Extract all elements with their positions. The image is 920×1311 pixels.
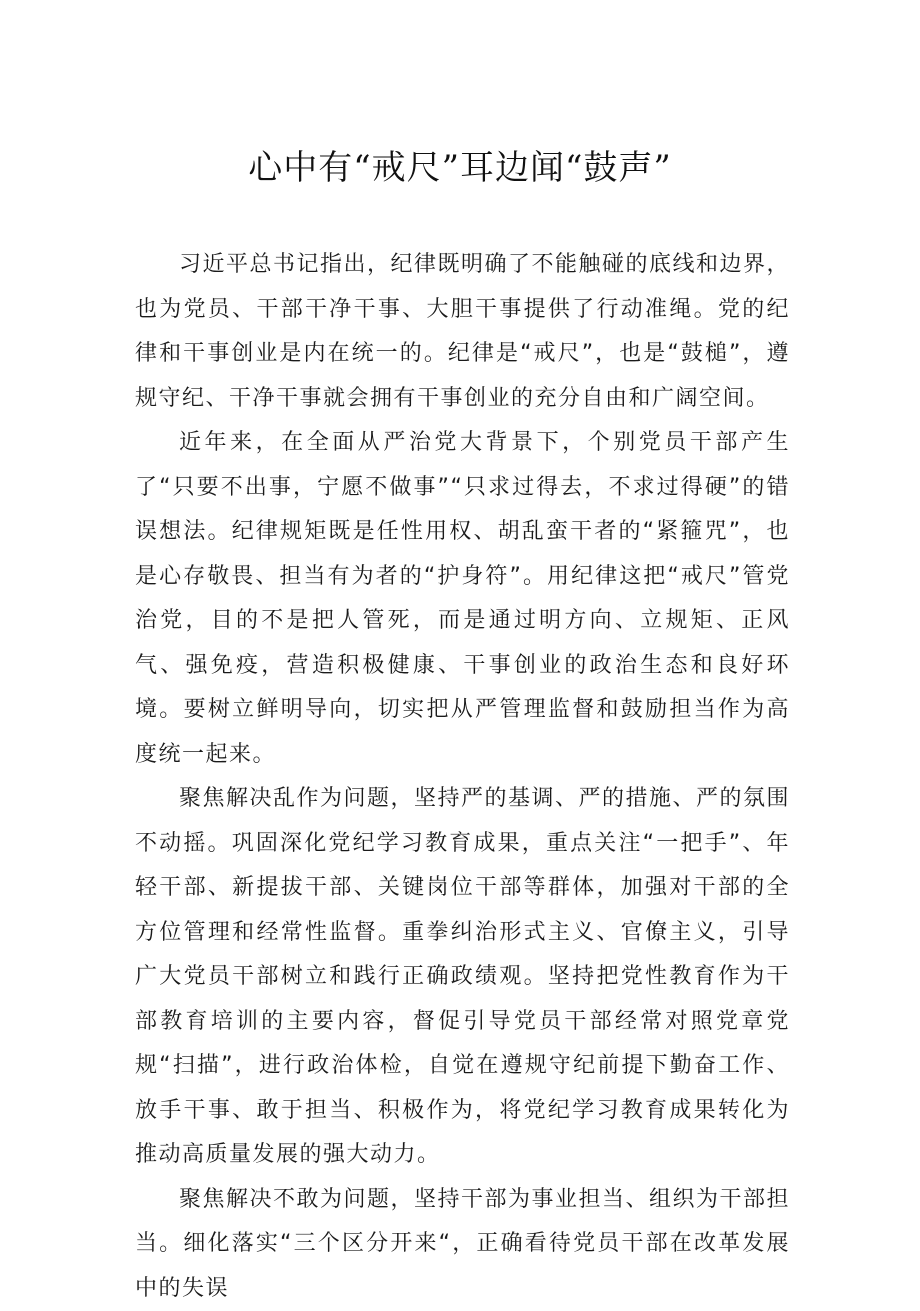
document-body bbox=[135, 243, 790, 1311]
paragraph: 近年来，在全面从严治党大背景下，个别党员干部产生了“只要不出事，宁愿不做事”“只求过得去，不求过得硬”的错误想法。纪律规矩既是任性用权、胡乱蛮干者的“紧箍咒”，也是心存敬畏、担当有为者的“护身符”。用纪律这把“戒尺”管党治党，目的不是把人管死，而是通过明方向、立规矩、正风气、强免疫，营造积极健康、干事创业的政治生态和良好环境。要树立鲜明导向，切实把从严管理监督和鼓励担当作为高度统一起来。 bbox=[135, 421, 790, 777]
paragraph: 聚焦解决不敢为问题，坚持干部为事业担当、组织为干部担当。细化落实“三个区分开来“，正确看待党员干部在改革发展中的失误 bbox=[135, 1178, 790, 1311]
paragraph: 习近平总书记指出，纪律既明确了不能触碰的底线和边界，也为党员、干部干净干事、大胆干事提供了行动准绳。党的纪律和干事创业是内在统一的。纪律是“戒尺”，也是“鼓槌”，遵规守纪、干净干事就会拥有干事创业的充分自由和广阔空间。 bbox=[135, 243, 790, 421]
document-title: 心中有“戒尺”耳边闻“鼓声” bbox=[0, 140, 920, 189]
paragraph: 聚焦解决乱作为问题，坚持严的基调、严的措施、严的氛围不动摇。巩固深化党纪学习教育成果，重点关注“一把手”、年轻干部、新提拔干部、关键岗位干部等群体，加强对干部的全方位管理和经常性监督。重拳纠治形式主义、官僚主义，引导广大党员干部树立和践行正确政绩观。坚持把党性教育作为干部教育培训的主要内容，督促引导党员干部经常对照党章党规“扫描”，进行政治体检，自觉在遵规守纪前提下勤奋工作、放手干事、敢于担当、积极作为，将党纪学习教育成果转化为推动高质量发展的强大动力。 bbox=[135, 777, 790, 1178]
